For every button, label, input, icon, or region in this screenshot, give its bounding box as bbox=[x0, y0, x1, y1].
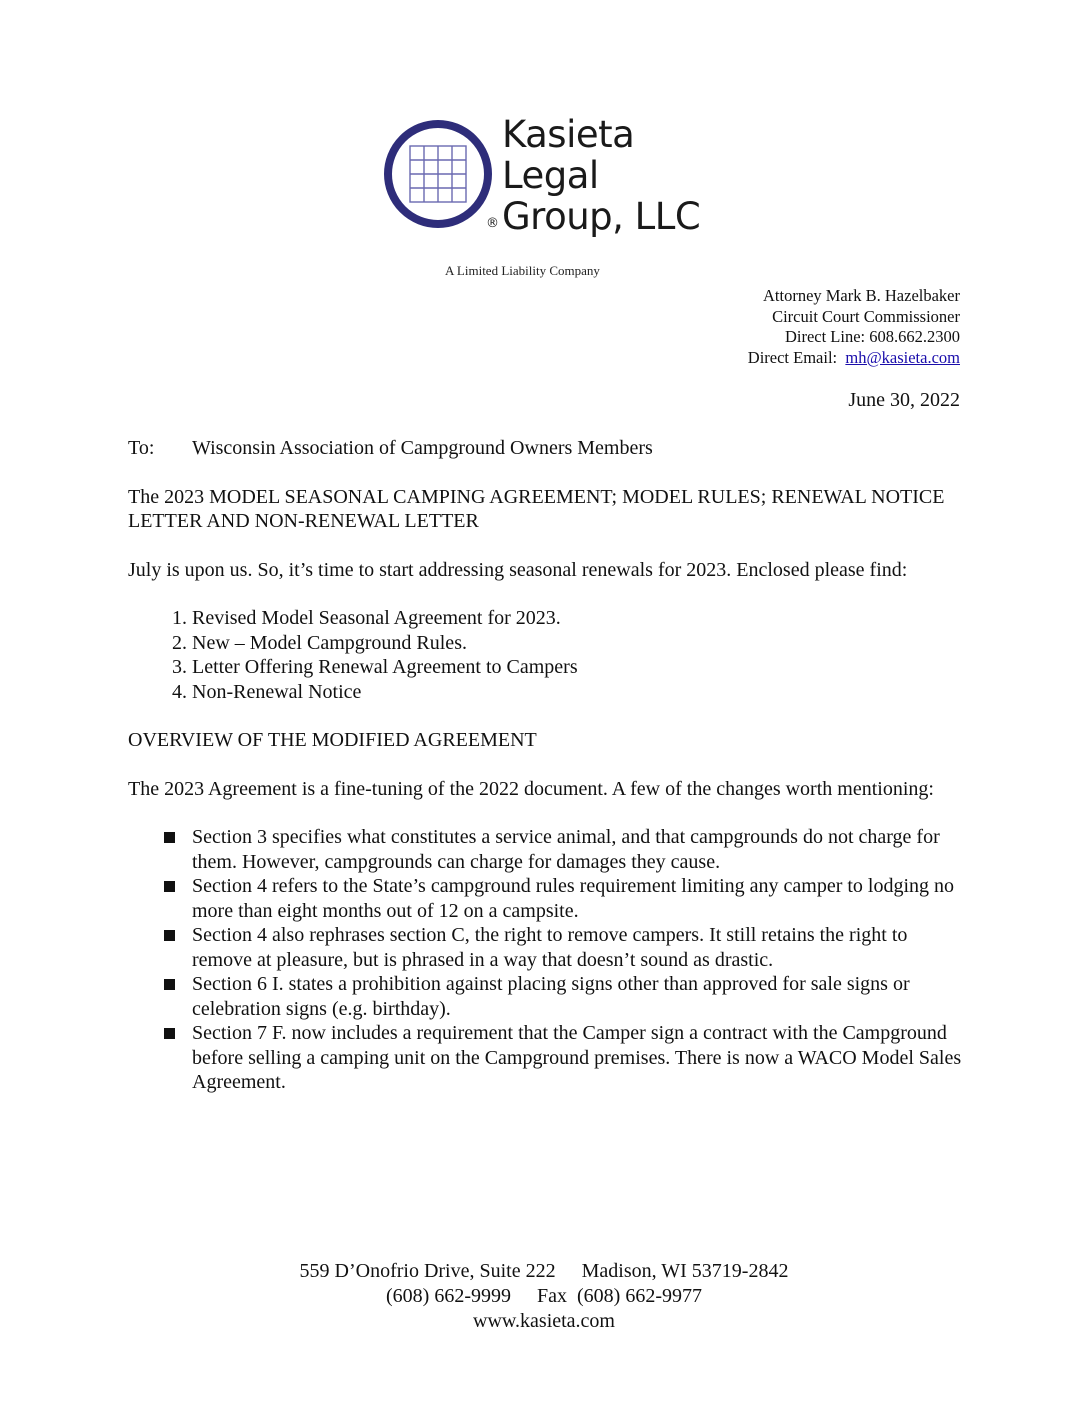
list-item bbox=[128, 1021, 964, 1095]
square-bullet-icon bbox=[164, 832, 175, 843]
company-subtitle: A Limited Liability Company bbox=[445, 263, 600, 278]
list-item: 2. New – Model Campground Rules. bbox=[192, 631, 964, 656]
letter-footer bbox=[0, 1259, 1088, 1334]
list-item bbox=[128, 874, 964, 923]
enclosures-list bbox=[128, 606, 964, 704]
logo-wordmark bbox=[502, 114, 700, 237]
contact-block bbox=[748, 286, 960, 368]
logo-line-2: Legal bbox=[502, 154, 599, 197]
changes-list bbox=[128, 825, 964, 1095]
to-line bbox=[128, 436, 964, 461]
logo-line-1: Kasieta bbox=[502, 113, 635, 156]
square-bullet-icon bbox=[164, 1028, 175, 1039]
footer-phone-line bbox=[0, 1284, 1088, 1309]
square-bullet-icon bbox=[164, 979, 175, 990]
footer-phone: (608) 662-9999 bbox=[386, 1285, 511, 1307]
to-label: To: bbox=[128, 437, 155, 459]
overview-heading: OVERVIEW OF THE MODIFIED AGREEMENT bbox=[128, 729, 537, 751]
list-item bbox=[128, 923, 964, 972]
email-label: Direct Email: bbox=[747, 347, 846, 367]
footer-fax: Fax (608) 662-9977 bbox=[537, 1285, 702, 1307]
logo-circle-grid-icon bbox=[382, 116, 498, 232]
list-item: 4. Non-Renewal Notice bbox=[192, 680, 964, 705]
footer-city: Madison, WI 53719-2842 bbox=[581, 1260, 789, 1282]
square-bullet-icon bbox=[164, 881, 175, 892]
email-link[interactable]: mh@kasieta.com bbox=[845, 347, 960, 367]
recipient: Wisconsin Association of Campground Owners Members bbox=[192, 437, 653, 459]
list-item: 3. Letter Offering Renewal Agreement to Campers bbox=[192, 655, 964, 680]
change-text: Section 4 refers to the State’s campground rules requirement limiting any camper to lodging no more than eight months out of 12 on a campsite. bbox=[192, 875, 955, 922]
firm-logo bbox=[382, 112, 722, 242]
registered-mark: ® bbox=[486, 216, 499, 231]
square-bullet-icon bbox=[164, 930, 175, 941]
change-text: Section 6 I. states a prohibition against placing signs other than approved for sale signs or celebration signs (e.g. birthday). bbox=[192, 973, 910, 1020]
change-text: Section 7 F. now includes a requirement that the Camper sign a contract with the Campground before selling a camping unit on the Campground premises. There is now a WACO Model Sales Agreement. bbox=[192, 1022, 962, 1093]
direct-email-line bbox=[748, 348, 960, 369]
subject-line: The 2023 MODEL SEASONAL CAMPING AGREEMENT; MODEL RULES; RENEWAL NOTICE LETTER AND NON-RENEWAL LETTER bbox=[128, 485, 945, 532]
attorney-name: Attorney Mark B. Hazelbaker bbox=[762, 286, 960, 305]
list-item bbox=[128, 972, 964, 1021]
direct-line: Direct Line: 608.662.2300 bbox=[784, 327, 960, 346]
logo-line-3: Group, LLC bbox=[502, 195, 701, 238]
attorney-title: Circuit Court Commissioner bbox=[772, 306, 960, 326]
footer-address-line bbox=[0, 1259, 1088, 1284]
list-item bbox=[128, 825, 964, 874]
footer-website: www.kasieta.com bbox=[473, 1310, 615, 1332]
letter-body bbox=[128, 436, 964, 1095]
change-text: Section 3 specifies what constitutes a service animal, and that campgrounds do not charge for them. However, campgrounds can charge for damages they cause. bbox=[192, 826, 940, 873]
intro-paragraph: July is upon us. So, it’s time to start addressing seasonal renewals for 2023. Enclosed please find: bbox=[128, 558, 908, 581]
change-text: Section 4 also rephrases section C, the right to remove campers. It still retains the right to remove at pleasure, but is phrased in a way that doesn’t sound as drastic. bbox=[192, 924, 908, 971]
list-item: 1. Revised Model Seasonal Agreement for 2023. bbox=[192, 606, 964, 631]
letter-date: June 30, 2022 bbox=[848, 389, 960, 411]
footer-address: 559 D’Onofrio Drive, Suite 222 bbox=[299, 1260, 556, 1282]
overview-intro: The 2023 Agreement is a fine-tuning of the 2022 document. A few of the changes worth mentioning: bbox=[128, 777, 934, 800]
